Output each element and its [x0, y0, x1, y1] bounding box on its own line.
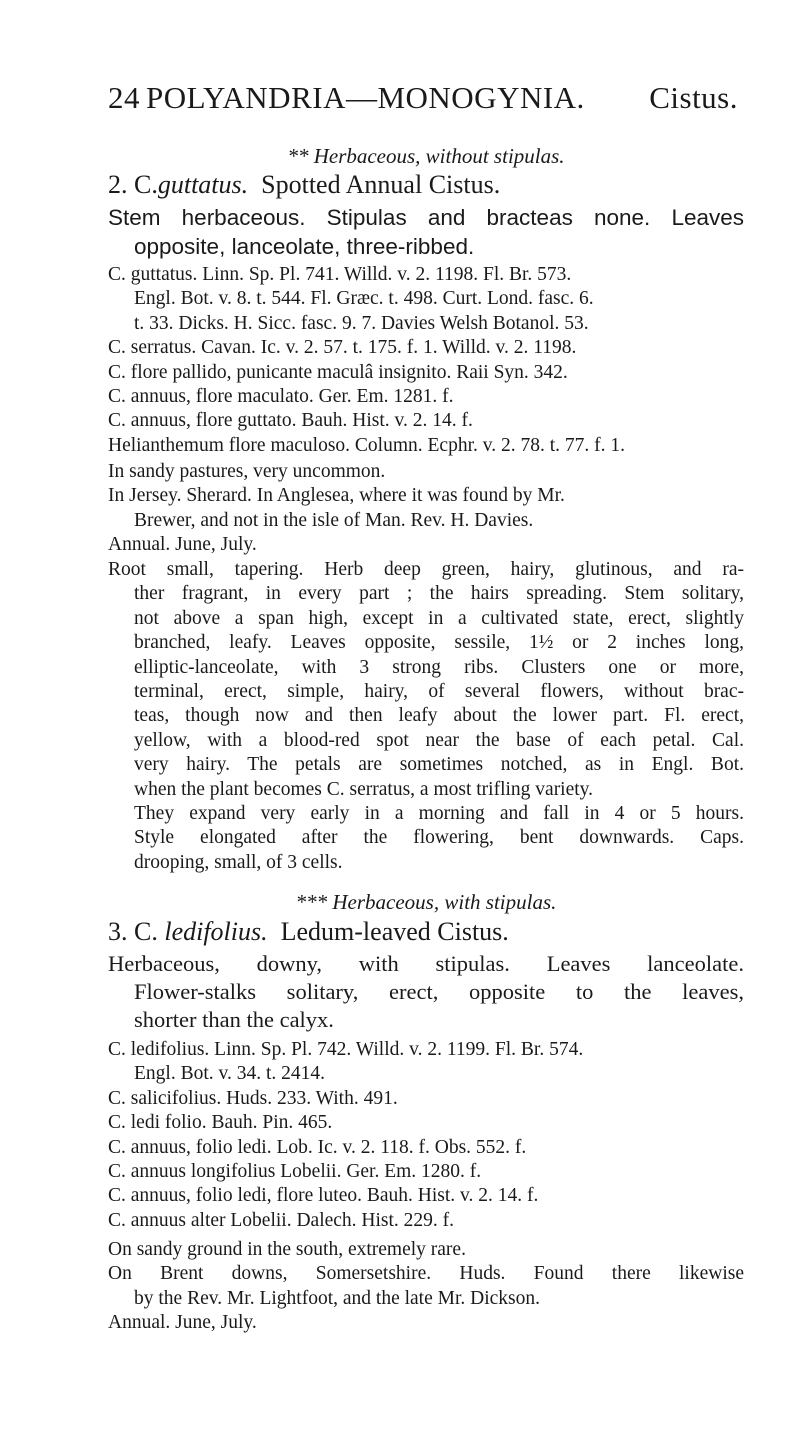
reference-line: C. flore pallido, punicante maculâ insignito. Raii Syn. 342. — [108, 361, 568, 383]
reference-line: C. annuus longifolius Lobelii. Ger. Em. 1280. f. — [108, 1161, 482, 1183]
description-line: drooping, small, of 3 cells. — [134, 851, 343, 873]
reference-line: C. salicifolius. Huds. 233. With. 491. — [108, 1087, 398, 1109]
common-name: Ledum-leaved Cistus. — [280, 917, 509, 946]
habitat-line: In sandy pastures, very uncommon. — [108, 461, 386, 482]
reference-line: Engl. Bot. v. 34. t. 2414. — [134, 1063, 326, 1085]
habitat-line: by the Rev. Mr. Lightfoot, and the late Mr. Dickson. — [134, 1287, 541, 1309]
reference-line: C. serratus. Cavan. Ic. v. 2. 57. t. 175. f. 1. Willd. v. 2. 1198. — [108, 337, 577, 359]
description-line: very hairy. The petals are sometimes notched, as in Engl. Bot. — [134, 754, 744, 776]
common-name: Spotted Annual Cistus. — [261, 170, 501, 199]
species-3-references — [108, 1038, 744, 1233]
reference-line: Helianthemum flore maculoso. Column. Ecphr. v. 2. 78. t. 77. f. 1. — [108, 434, 626, 456]
diagnosis-line: Herbaceous, downy, with stipulas. Leaves lanceolate. — [108, 951, 744, 976]
habitat-line: Annual. June, July. — [108, 534, 257, 556]
diagnosis-line: shorter than the calyx. — [134, 1007, 334, 1032]
species-2-title — [108, 170, 744, 200]
description-line: branched, leafy. Leaves opposite, sessile, 1½ or 2 inches long, — [134, 632, 744, 654]
page-number: 24 — [108, 80, 140, 115]
species-3-title — [108, 917, 744, 947]
habitat-line: On Brent downs, Somersetshire. Huds. Found there likewise — [108, 1263, 744, 1285]
section-3-heading: *** Herbaceous, with stipulas. — [295, 890, 557, 914]
reference-line: C. annuus, flore guttato. Bauh. Hist. v. 2. 14. f. — [108, 410, 473, 432]
reference-line: C. annuus, folio ledi. Lob. Ic. v. 2. 118. f. Obs. 552. f. — [108, 1136, 527, 1158]
habitat-line: On sandy ground in the south, extremely rare. — [108, 1239, 466, 1260]
species-2-diagnosis — [108, 204, 744, 262]
description-line: elliptic-lanceolate, with 3 strong ribs. Clusters one or more, — [134, 656, 744, 678]
species-number: 3. — [108, 917, 128, 946]
reference-line: C. annuus, folio ledi, flore luteo. Bauh. Hist. v. 2. 14. f. — [108, 1185, 539, 1207]
description-line: Root small, tapering. Herb deep green, hairy, glutinous, and ra- — [108, 559, 744, 580]
reference-line: C. guttatus. Linn. Sp. Pl. 741. Willd. v. 2. 1198. Fl. Br. 573. — [108, 264, 572, 285]
running-title: POLYANDRIA—MONOGYNIA. — [146, 80, 585, 115]
diagnosis-line: Stem herbaceous. Stipulas and bracteas none. Leaves — [108, 205, 744, 230]
species-2-references — [108, 263, 744, 458]
genus-title: Cistus. — [649, 80, 738, 115]
reference-line: C. ledi folio. Bauh. Pin. 465. — [108, 1112, 333, 1134]
description-line: when the plant becomes C. serratus, a most trifling variety. — [134, 778, 594, 800]
description-line: not above a span high, except in a cultivated state, erect, slightly — [134, 607, 744, 629]
diagnosis-line: opposite, lanceolate, three-ribbed. — [134, 233, 475, 259]
reference-line: C. annuus, flore maculato. Ger. Em. 1281. f. — [108, 386, 454, 408]
description-line: Style elongated after the flowering, bent downwards. Caps. — [134, 827, 744, 849]
species-number: 2. — [108, 170, 128, 199]
habitat-line: Annual. June, July. — [108, 1312, 257, 1334]
description-line: yellow, with a blood-red spot near the base of each petal. Cal. — [134, 729, 744, 751]
reference-line: C. annuus alter Lobelii. Dalech. Hist. 229. f. — [108, 1209, 455, 1231]
species-epithet: ledifolius. — [164, 917, 268, 946]
species-2-description — [108, 558, 744, 875]
section-2-heading: ** Herbaceous, without stipulas. — [287, 144, 565, 168]
reference-line: Engl. Bot. v. 8. t. 544. Fl. Græc. t. 498. Curt. Lond. fasc. 6. — [134, 288, 594, 310]
habitat-line: Brewer, and not in the isle of Man. Rev. H. Davies. — [134, 509, 534, 531]
species-abbr: C. — [134, 170, 158, 199]
species-3-habitat — [108, 1238, 744, 1336]
reference-line: C. ledifolius. Linn. Sp. Pl. 742. Willd. v. 2. 1199. Fl. Br. 574. — [108, 1039, 584, 1060]
species-epithet: guttatus. — [157, 170, 249, 199]
habitat-line: In Jersey. Sherard. In Anglesea, where it was found by Mr. — [108, 485, 565, 507]
species-abbr: C. — [134, 917, 158, 946]
description-line: teas, though now and then leafy about the lower part. Fl. erect, — [134, 705, 744, 727]
description-line: terminal, erect, simple, hairy, of several flowers, without brac- — [134, 681, 744, 703]
description-line: ther fragrant, in every part ; the hairs spreading. Stem solitary, — [134, 583, 744, 605]
diagnosis-line: Flower-stalks solitary, erect, opposite to the leaves, — [134, 979, 744, 1004]
species-3-diagnosis — [108, 950, 744, 1034]
description-line: They expand very early in a morning and fall in 4 or 5 hours. — [134, 803, 744, 825]
species-2-habitat — [108, 460, 744, 558]
reference-line: t. 33. Dicks. H. Sicc. fasc. 9. 7. Davies Welsh Botanol. 53. — [134, 312, 589, 334]
